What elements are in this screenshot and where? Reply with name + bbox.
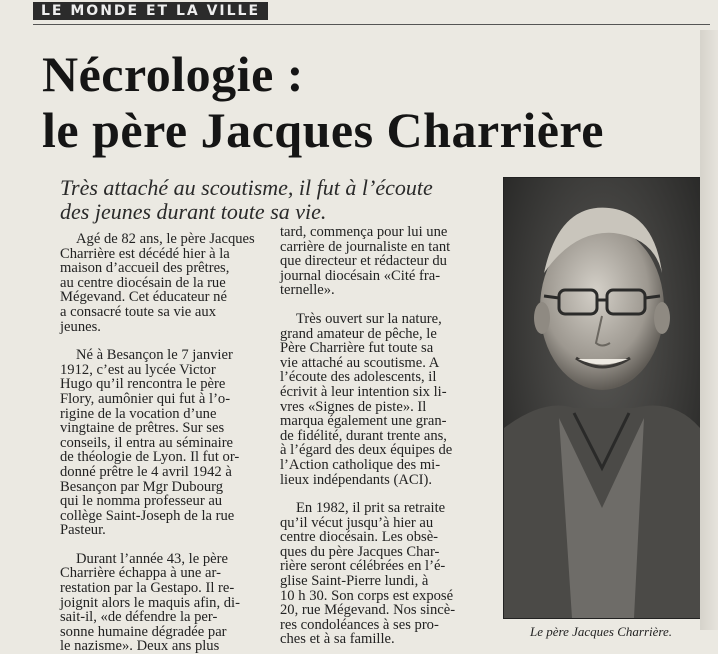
article-line: 10 h 30. Son corps est exposé xyxy=(280,587,454,604)
article-line: journal diocésain «Cité fra- xyxy=(280,267,441,284)
article-line: Hugo qu’il rencontra le père xyxy=(60,376,226,393)
section-rubric: LE MONDE ET LA VILLE xyxy=(33,2,268,20)
article-line: centre diocésain. Les obsè- xyxy=(280,529,439,546)
article-line: Besançon par Mgr Dubourg xyxy=(60,478,224,495)
article-line: glise Saint-Pierre lundi, à xyxy=(280,573,429,590)
article-line: En 1982, il prit sa retraite xyxy=(296,500,446,517)
article-line: à l’égard des deux équipes de xyxy=(280,442,453,459)
article-line: l’Action catholique des mi- xyxy=(280,456,441,473)
article-line: Très ouvert sur la nature, xyxy=(296,310,442,327)
article-line: Pasteur. xyxy=(60,522,106,539)
article-line: res condoléances à ses pro- xyxy=(280,616,439,633)
article-line: Durant l’année 43, le père xyxy=(76,550,228,567)
headline-line-1: Nécrologie : xyxy=(42,46,304,102)
article-line: rigine de la vocation d’une xyxy=(60,405,217,422)
article-line: écrivit à leur intention six li- xyxy=(280,383,447,400)
rubric-rule xyxy=(33,24,710,25)
article-line: lieux indépendants (ACI). xyxy=(280,471,432,488)
article-line: Charrière est décédé hier à la xyxy=(60,245,230,262)
article-line: de théologie de Lyon. Il fut or- xyxy=(60,449,240,466)
article-line: 1912, c’est au lycée Victor xyxy=(60,361,216,378)
article-line: au centre diocésain de la rue xyxy=(60,274,226,291)
article-line: Mégevand. Cet éducateur né xyxy=(60,289,227,306)
article-line: grand amateur de pêche, le xyxy=(280,325,437,342)
portrait-photo xyxy=(503,177,701,619)
article-line: sait-il, «de défendre la per- xyxy=(60,609,218,626)
article-line: l’écoute des adolescents, il xyxy=(280,369,437,386)
article-line: marqua également une gran- xyxy=(280,413,447,430)
paragraph-gap xyxy=(280,487,487,501)
article-line: tard, commença pour lui une xyxy=(280,224,448,240)
article-line: 20, rue Mégevand. Nos sincè- xyxy=(280,602,456,619)
article-line: donné prêtre le 4 avril 1942 à xyxy=(60,463,232,480)
article-line: de fidélité, durant trente ans, xyxy=(280,427,447,444)
article-line: ques du père Jacques Char- xyxy=(280,543,440,560)
paragraph-gap xyxy=(60,334,273,348)
article-paragraph xyxy=(280,501,487,647)
article-line: vie attaché au scoutisme. A xyxy=(280,354,440,371)
article-line: ches et à sa famille. xyxy=(280,631,395,648)
article-paragraph xyxy=(60,348,273,538)
article-line: que directeur et rédacteur du xyxy=(280,253,447,270)
standfirst xyxy=(60,176,480,224)
article-line: collège Saint-Joseph de la rue xyxy=(60,507,235,524)
article-line: le nazisme». Deux ans plus xyxy=(60,638,220,654)
article-line: Charrière échappa à une ar- xyxy=(60,565,221,582)
headline-line-2: le père Jacques Charrière xyxy=(42,102,604,158)
article-column-left xyxy=(60,232,273,654)
article-line: conseils, il entra au séminaire xyxy=(60,434,234,451)
article-line: Flory, aumônier qui fut à l’o- xyxy=(60,390,231,407)
standfirst-line-1: Très attaché au scoutisme, il fut à l’écoute xyxy=(60,175,433,200)
article-line: rière seront célébrées en l’é- xyxy=(280,558,446,575)
paragraph-gap xyxy=(280,298,487,312)
standfirst-line-2: des jeunes durant toute sa vie. xyxy=(60,199,327,224)
photo-caption: Le père Jacques Charrière. xyxy=(529,624,672,639)
article-line: jeunes. xyxy=(60,318,101,335)
article-line: vingtaine de prêtres. Sur ses xyxy=(60,420,225,437)
article-line: Père Charrière fut toute sa xyxy=(280,340,434,357)
article-paragraph xyxy=(60,232,273,334)
article-column-right xyxy=(280,225,487,647)
article-line: carrière de journaliste en tant xyxy=(280,238,451,255)
article-line: ternelle». xyxy=(280,282,335,299)
article-paragraph xyxy=(60,552,273,654)
article-line: sonne humaine dégradée par xyxy=(60,623,227,640)
article-line: Agé de 82 ans, le père Jacques xyxy=(76,231,255,247)
article-paragraph xyxy=(280,225,487,298)
article-line: Né à Besançon le 7 janvier xyxy=(76,347,233,364)
article-line: a consacré toute sa vie aux xyxy=(60,303,216,320)
article-line: vres «Signes de piste». Il xyxy=(280,398,427,415)
article-line: maison d’accueil des prêtres, xyxy=(60,260,230,277)
article-line: qu’il vécut jusqu’à hier au xyxy=(280,514,434,531)
paragraph-gap xyxy=(60,538,273,552)
article-line: qui le nomma professeur au xyxy=(60,493,223,510)
page-edge xyxy=(700,30,718,630)
article-paragraph xyxy=(280,312,487,487)
portrait-image xyxy=(504,178,700,618)
headline xyxy=(42,46,682,158)
article-line: restation par la Gestapo. Il re- xyxy=(60,580,235,597)
article-line: joignit alors le maquis afin, di- xyxy=(60,594,240,611)
